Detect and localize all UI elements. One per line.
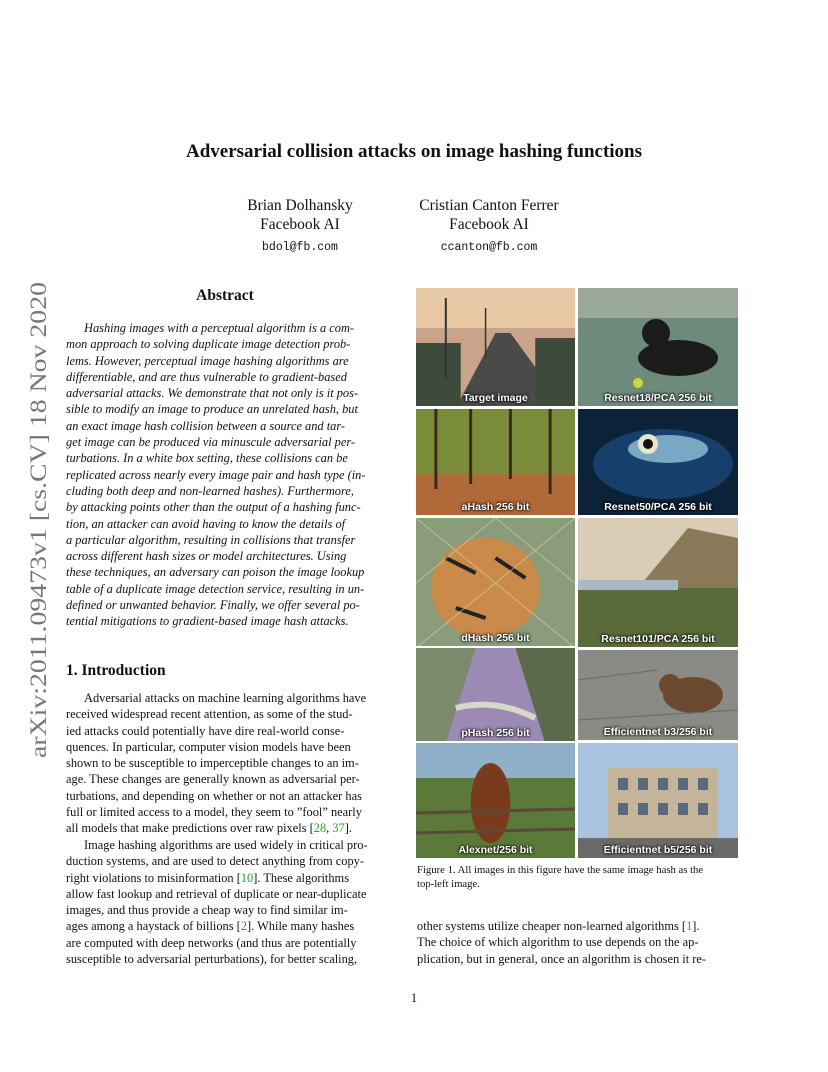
- text-line: a particular algorithm, resulting in collisions that transfer: [66, 532, 356, 547]
- author-email: ccanton@fb.com: [440, 241, 538, 254]
- tile-image: [416, 409, 575, 515]
- author-affiliation: Facebook AI: [449, 216, 529, 233]
- intro-paragraph-1: [66, 690, 389, 837]
- tile-label: Efficientnet b3/256 bit: [603, 726, 713, 738]
- paper-title: Adversarial collision attacks on image hashing functions: [185, 141, 643, 162]
- text-line: get image can be produced via minuscule adversarial per-: [66, 435, 356, 450]
- author-name: Brian Dolhansky: [247, 197, 353, 214]
- tile-label: dHash 256 bit: [461, 632, 530, 644]
- author-name: Cristian Canton Ferrer: [419, 197, 559, 214]
- figure-tile: [578, 650, 738, 740]
- citation-link[interactable]: 2: [240, 919, 248, 934]
- figure-tile: [578, 288, 738, 406]
- text-line: these techniques, an adversary can poison the image lookup: [66, 565, 365, 580]
- text-line: replicated across nearly every image pair and hash type (in-: [66, 467, 366, 482]
- figure-tile: [416, 648, 575, 741]
- text-line: received widespread recent attention, as some of the stud-: [66, 707, 353, 722]
- tile-image: [578, 518, 738, 647]
- text-line: across different hash sizes or model architectures. Using: [66, 549, 347, 564]
- text-line: ied attacks could potentially have dire real-world conse-: [66, 723, 345, 738]
- text-line: tential mitigations to gradient-based image hash attacks.: [66, 614, 349, 629]
- caption-line: top-left image.: [417, 877, 480, 890]
- text-line: [66, 918, 389, 934]
- text-line: Adversarial attacks on machine learning algorithms have: [84, 691, 367, 705]
- text-fragment: ]. While many hashes: [247, 919, 355, 934]
- text-line: by attacking points other than the output of a hashing func-: [66, 500, 361, 515]
- text-line: adversarial attacks. We demonstrate that not only is it pos-: [66, 386, 359, 401]
- figure-tile: [578, 409, 738, 515]
- text-line: turbations, and depending on whether or not an attacker has: [66, 788, 362, 803]
- text-fragment: right violations to misinformation [: [66, 870, 241, 885]
- text-fragment: ,: [326, 821, 333, 836]
- figure-tile: [416, 518, 575, 646]
- tile-label: Resnet101/PCA 256 bit: [601, 633, 715, 645]
- arxiv-stamp: [22, 280, 52, 760]
- arxiv-stamp-text: arXiv:2011.09473v1 [cs.CV] 18 Nov 2020: [26, 364, 51, 758]
- text-fragment: ages among a haystack of billions [: [66, 919, 241, 934]
- figure-tile: [578, 518, 738, 647]
- text-line: duction systems, and are used to detect anything from copy-: [66, 854, 364, 869]
- citation-link[interactable]: 10: [240, 870, 254, 885]
- text-line: allow fast lookup and retrieval of duplicate or near-duplicate: [66, 886, 367, 901]
- text-line: Hashing images with a perceptual algorithm is a com-: [84, 321, 355, 335]
- tile-label: Resnet18/PCA 256 bit: [604, 392, 712, 404]
- text-line: lems. However, perceptual image hashing algorithms are: [66, 353, 349, 368]
- figure-image-grid: [416, 288, 738, 858]
- page-number: 1: [410, 991, 418, 1005]
- text-line: differentiable, and are thus vulnerable to gradient-based: [66, 369, 347, 384]
- text-line: age. These changes are generally known as adversarial per-: [66, 772, 360, 787]
- author-block: [230, 196, 370, 257]
- tile-label: Efficientnet b5/256 bit: [603, 844, 713, 856]
- figure-caption: [417, 864, 739, 891]
- text-line: defined or unwanted behavior. Finally, we offer several po-: [66, 598, 360, 613]
- citation-link[interactable]: 37: [332, 821, 345, 836]
- text-line: susceptible to adversarial perturbations), for better scaling,: [66, 952, 358, 967]
- text-line: plication, but in general, once an algorithm is chosen it re-: [417, 951, 707, 966]
- tile-label: Resnet50/PCA 256 bit: [604, 501, 712, 513]
- text-line: turbations. In a white box setting, these collisions can be: [66, 451, 348, 466]
- tile-image: [578, 409, 738, 515]
- text-line: [66, 820, 389, 836]
- right-column-paragraph: [417, 918, 739, 967]
- tile-label: Target image: [463, 392, 528, 404]
- tile-image: [578, 288, 738, 406]
- text-fragment: ]. These algorithms: [253, 870, 350, 885]
- intro-paragraph-2: [66, 837, 389, 967]
- text-fragment: ].: [344, 821, 352, 836]
- caption-line: Figure 1. All images in this figure have the same image hash as the: [417, 864, 704, 876]
- figure-tile: [416, 409, 575, 515]
- text-line: Image hashing algorithms are used widely in critical pro-: [84, 838, 368, 852]
- text-line: are computed with deep networks (and thus are potentially: [66, 935, 357, 950]
- text-line: The choice of which algorithm to use depends on the ap-: [417, 935, 699, 950]
- text-line: cluding both deep and non-learned hashes). Furthermore,: [66, 483, 354, 498]
- text-line: shown to be susceptible to imperceptible changes to an im-: [66, 756, 359, 771]
- figure-tile: [416, 743, 575, 858]
- tile-label: Alexnet/256 bit: [458, 844, 533, 856]
- figure-tile: [578, 743, 738, 858]
- abstract-body: [66, 320, 389, 630]
- text-line: [66, 870, 389, 886]
- citation-link[interactable]: 28: [313, 821, 327, 836]
- tile-image: [416, 518, 575, 646]
- text-line: tion, an attacker can avoid having to know the details of: [66, 516, 346, 531]
- section-heading: 1. Introduction: [66, 662, 166, 679]
- author-affiliation: Facebook AI: [260, 216, 340, 233]
- citation-link[interactable]: 1: [686, 919, 693, 933]
- text-fragment: all models that make predictions over raw pixels [: [66, 821, 314, 836]
- text-line: images, and thus provide a cheap way to find similar im-: [66, 903, 348, 918]
- text-fragment: other systems utilize cheaper non-learned algorithms [: [417, 919, 687, 933]
- tile-image: [416, 743, 575, 858]
- text-line: table of a duplicate image detection service, resulting in un-: [66, 581, 365, 596]
- text-line: quences. In particular, computer vision models have been: [66, 739, 351, 754]
- figure-tile: [416, 288, 575, 406]
- text-line: mon approach to solving duplicate image detection prob-: [66, 337, 351, 352]
- tile-image: [578, 743, 738, 858]
- author-email: bdol@fb.com: [262, 241, 338, 254]
- text-line: full or limited access to a model, they seem to ”fool” nearly: [66, 805, 362, 820]
- tile-label: aHash 256 bit: [461, 501, 530, 513]
- abstract-heading: Abstract: [196, 287, 254, 304]
- text-line: [417, 918, 739, 934]
- tile-label: pHash 256 bit: [461, 727, 530, 739]
- text-line: sible to modify an image to produce an unrelated hash, but: [66, 402, 358, 417]
- tile-image: [416, 288, 575, 406]
- text-fragment: ].: [692, 919, 700, 933]
- author-block: [404, 196, 574, 257]
- text-line: an exact image hash collision between a source and tar-: [66, 418, 346, 433]
